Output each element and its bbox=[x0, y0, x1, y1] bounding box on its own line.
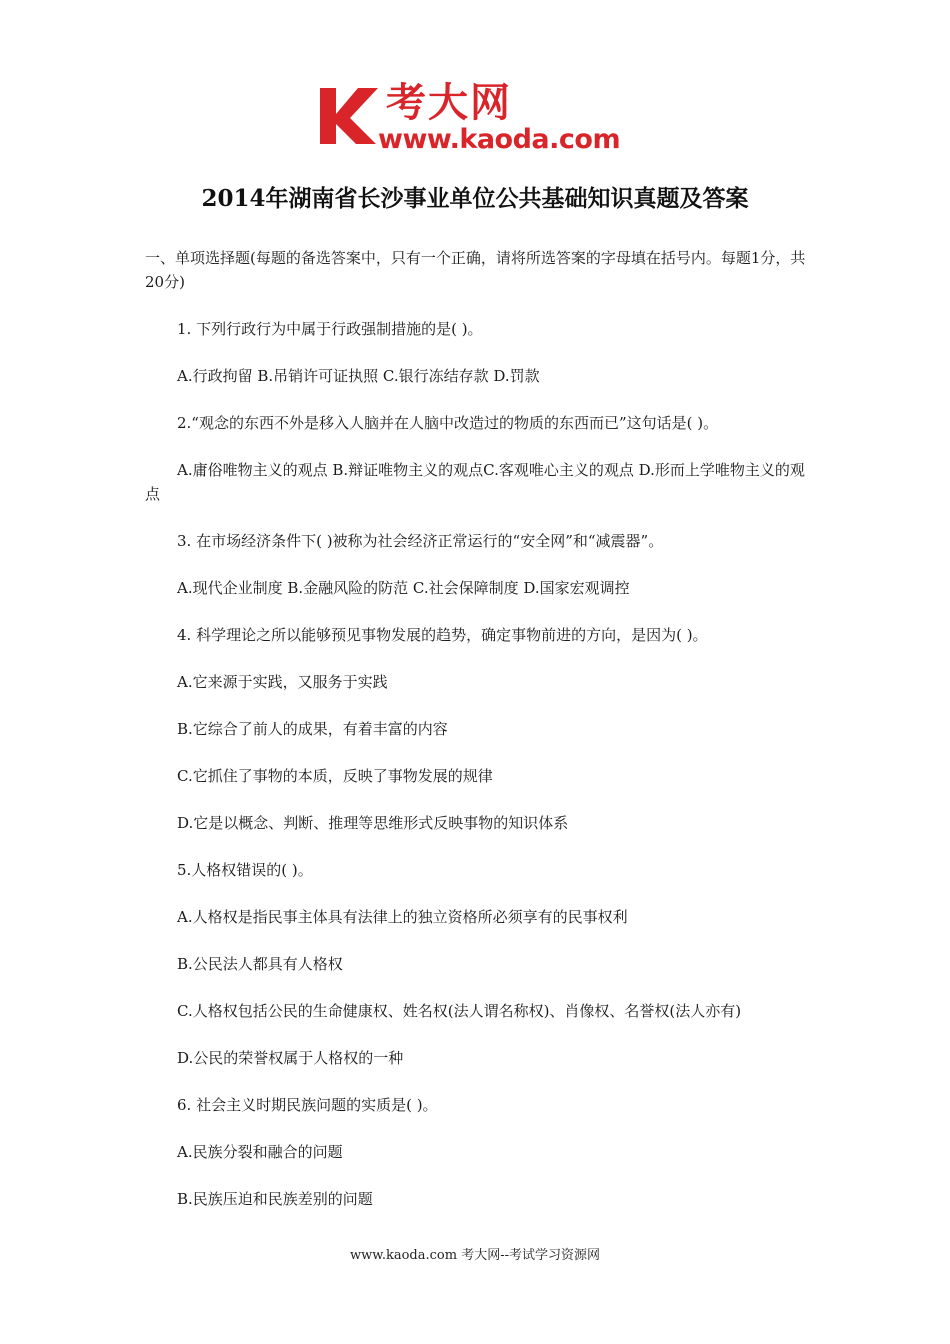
question-6-option-b: B.民族压迫和民族差别的问题 bbox=[177, 1190, 373, 1208]
question-4-option-b: B.它综合了前人的成果，有着丰富的内容 bbox=[177, 720, 448, 738]
question-4-option-d: D.它是以概念、判断、推理等思维形式反映事物的知识体系 bbox=[177, 814, 569, 832]
question-5-option-d: D.公民的荣誉权属于人格权的一种 bbox=[177, 1049, 404, 1067]
question-6-option-a: A.民族分裂和融合的问题 bbox=[177, 1143, 343, 1161]
logo-brand-url: www.kaoda.com bbox=[378, 124, 621, 155]
section-intro: 一、单项选择题(每题的备选答案中，只有一个正确，请将所选答案的字母填在括号内。每题1分，共20分) bbox=[145, 249, 806, 291]
page-footer: www.kaoda.com 考大网--考试学习资源网 bbox=[350, 1248, 600, 1263]
k-logo-icon bbox=[318, 84, 382, 146]
question-2-options: A.庸俗唯物主义的观点 B.辩证唯物主义的观点C.客观唯心主义的观点 D.形而上学唯物主义的观点 bbox=[145, 461, 805, 503]
question-1-options: A.行政拘留 B.吊销许可证执照 C.银行冻结存款 D.罚款 bbox=[177, 367, 540, 385]
question-6: 6. 社会主义时期民族问题的实质是( )。 bbox=[177, 1096, 438, 1114]
question-4-option-c: C.它抓住了事物的本质，反映了事物发展的规律 bbox=[177, 767, 493, 785]
question-3-options: A.现代企业制度 B.金融风险的防范 C.社会保障制度 D.国家宏观调控 bbox=[177, 579, 630, 597]
question-2: 2.“观念的东西不外是移入人脑并在人脑中改造过的物质的东西而已”这句话是( )。 bbox=[177, 414, 719, 432]
document-title: 2014年湖南省长沙事业单位公共基础知识真题及答案 bbox=[201, 185, 749, 212]
question-5: 5.人格权错误的( )。 bbox=[177, 861, 313, 879]
question-5-option-a: A.人格权是指民事主体具有法律上的独立资格所必须享有的民事权利 bbox=[177, 908, 628, 926]
question-1: 1. 下列行政行为中属于行政强制措施的是( )。 bbox=[177, 320, 483, 338]
question-4-option-a: A.它来源于实践，又服务于实践 bbox=[177, 673, 388, 691]
question-5-option-b: B.公民法人都具有人格权 bbox=[177, 955, 343, 973]
question-3: 3. 在市场经济条件下( )被称为社会经济正常运行的“安全网”和“减震器”。 bbox=[177, 532, 664, 550]
logo-brand-cn: 考大网 bbox=[386, 80, 512, 126]
document-body bbox=[145, 246, 810, 1234]
question-5-option-c: C.人格权包括公民的生命健康权、姓名权(法人谓名称权)、肖像权、名誉权(法人亦有) bbox=[177, 1002, 742, 1020]
question-4: 4. 科学理论之所以能够预见事物发展的趋势，确定事物前进的方向，是因为( )。 bbox=[177, 626, 708, 644]
kaoda-logo bbox=[318, 80, 638, 160]
